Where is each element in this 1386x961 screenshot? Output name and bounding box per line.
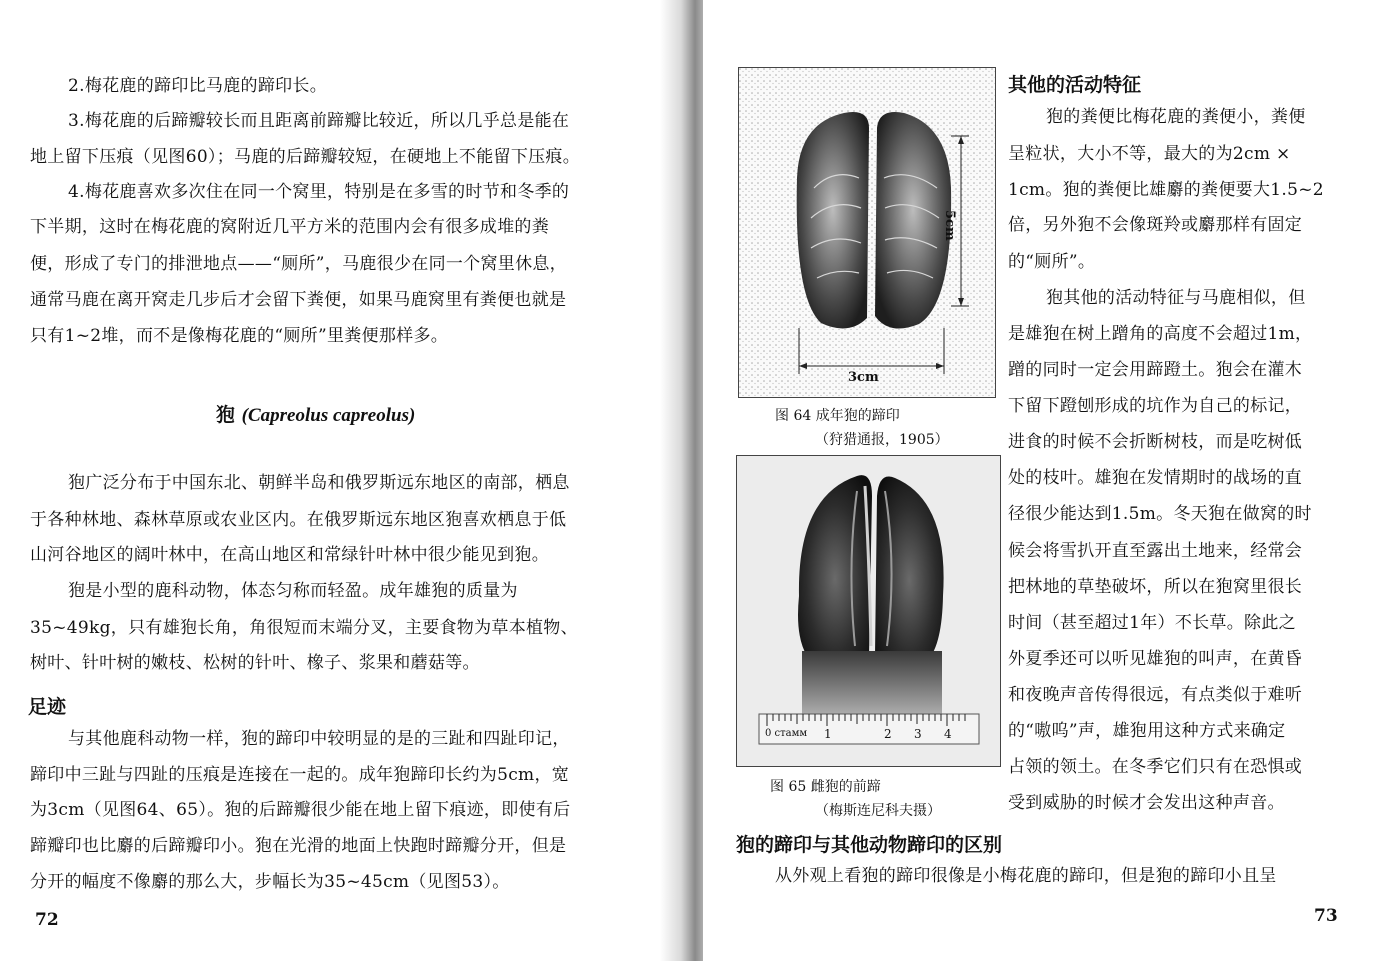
text-line: 通常马鹿在离开窝走几步后才会留下粪便，如果马鹿窝里有粪便也就是	[30, 290, 567, 310]
text-line: 把林地的草垫破坏，所以在狍窝里很长	[1008, 577, 1303, 597]
figure-65-photo	[736, 455, 1001, 767]
ruler-number: 3	[914, 727, 922, 741]
text-line: 蹭的同时一定会用蹄蹬土。狍会在灌木	[1008, 360, 1303, 380]
figure-65-caption: 图 65 雌狍的前蹄	[770, 779, 881, 795]
text-line: 的“厕所”。	[1008, 252, 1096, 272]
text-line: 外夏季还可以听见雄狍的叫声，在黄昏	[1008, 649, 1303, 669]
footprint-heading: 足迹	[28, 696, 67, 718]
ruler-number: 4	[944, 727, 952, 741]
text-line: 只有1~2堆，而不是像梅花鹿的“厕所”里粪便那样多。	[30, 326, 449, 346]
text-line: 径很少能达到1.5m。冬天狍在做窝的时	[1008, 504, 1312, 524]
text-line: 狍广泛分布于中国东北、朝鲜半岛和俄罗斯远东地区的南部，栖息	[68, 473, 570, 493]
species-name: 狍	[216, 404, 236, 426]
text-line: 处的枝叶。雄狍在发情期时的战场的直	[1008, 468, 1303, 488]
text-line: 占领的领土。在冬季它们只有在恐惧或	[1008, 757, 1303, 777]
text-line: 分开的幅度不像麝的那么大，步幅长为35~45cm（见图53）。	[30, 872, 510, 892]
text-line: 4.梅花鹿喜欢多次住在同一个窝里，特别是在多雪的时节和冬季的	[68, 182, 570, 202]
hoof-photo	[737, 456, 1000, 766]
text-line: 狍其他的活动特征与马鹿相似，但	[1046, 288, 1306, 308]
ruler-label: 0 cтамм	[765, 728, 808, 739]
text-line: 从外观上看狍的蹄印很像是小梅花鹿的蹄印，但是狍的蹄印小且呈	[775, 866, 1277, 886]
species-title	[216, 400, 415, 427]
text-line: 蹄印中三趾与四趾的压痕是连接在一起的。成年狍蹄印长约为5cm，宽	[30, 765, 570, 785]
text-line: 便，形成了专门的排泄地点——“厕所”，马鹿很少在同一个窝里休息，	[30, 254, 567, 274]
activity-heading: 其他的活动特征	[1008, 74, 1142, 96]
text-line: 35~49kg，只有雄狍长角，角很短而末端分叉，主要食物为草本植物、	[30, 618, 578, 638]
text-line: 倍，另外狍不会像斑羚或麝那样有固定	[1008, 215, 1303, 235]
ruler-number: 2	[884, 727, 892, 741]
page-number: 72	[35, 910, 59, 930]
difference-heading: 狍的蹄印与其他动物蹄印的区别	[736, 834, 1003, 856]
text-line: 蹄瓣印也比麝的后蹄瓣印小。狍在光滑的地面上快跑时蹄瓣分开，但是	[30, 836, 567, 856]
text-line: 3.梅花鹿的后蹄瓣较长而且距离前蹄瓣比较近，所以几乎总是能在	[68, 111, 570, 131]
figure-64-image	[738, 67, 996, 398]
text-line: 于各种林地、森林草原或农业区内。在俄罗斯远东地区狍喜欢栖息于低	[30, 510, 567, 530]
text-line: 狍是小型的鹿科动物，体态匀称而轻盈。成年雄狍的质量为	[68, 581, 518, 601]
text-line: 树叶、针叶树的嫩枝、松树的针叶、橡子、浆果和蘑菇等。	[30, 653, 480, 673]
text-line: 进食的时候不会折断树枝，而是吃树低	[1008, 432, 1303, 452]
text-line: 为3cm（见图64、65）。狍的后蹄瓣很少能在地上留下痕迹，即使有后	[30, 800, 571, 820]
dimension-5cm: 5cm	[942, 210, 957, 241]
text-line: 和夜晚声音传得很远，有点类似于难听	[1008, 685, 1303, 705]
text-line: 下半期，这时在梅花鹿的窝附近几平方米的范围内会有很多成堆的粪	[30, 217, 549, 237]
text-line: 1cm。狍的粪便比雄麝的粪便要大1.5~2	[1008, 180, 1324, 200]
dimension-3cm: 3cm	[848, 370, 879, 385]
text-line: 狍的粪便比梅花鹿的粪便小，粪便	[1046, 107, 1306, 127]
text-line: 山河谷地区的阔叶林中，在高山地区和常绿针叶林中很少能见到狍。	[30, 545, 549, 565]
species-latin: (Capreolus capreolus)	[241, 405, 416, 426]
text-line: 与其他鹿科动物一样，狍的蹄印中较明显的是的三趾和四趾印记，	[68, 729, 570, 749]
text-line: 时间（甚至超过1年）不长草。除此之	[1008, 613, 1296, 633]
text-line: 是雄狍在树上蹭角的高度不会超过1m，	[1008, 324, 1313, 344]
left-page	[0, 0, 685, 961]
text-line: 的“嗷呜”声，雄狍用这种方式来确定	[1008, 721, 1286, 741]
figure-64-source: （狩猎通报，1905）	[815, 432, 949, 448]
ruler-number: 1	[824, 727, 832, 741]
text-line: 受到威胁的时候才会发出这种声音。	[1008, 793, 1285, 813]
right-page	[703, 0, 1386, 961]
text-line: 呈粒状，大小不等，最大的为2cm ×	[1008, 144, 1291, 164]
page-number: 73	[1314, 906, 1338, 926]
text-line: 2.梅花鹿的蹄印比马鹿的蹄印长。	[68, 76, 328, 96]
figure-64-caption: 图 64 成年狍的蹄印	[775, 408, 900, 424]
text-line: 地上留下压痕（见图60）；马鹿的后蹄瓣较短，在硬地上不能留下压痕。	[30, 147, 581, 167]
figure-65-source: （梅斯连尼科夫摄）	[815, 803, 941, 819]
text-line: 下留下蹬刨形成的坑作为自己的标记，	[1008, 396, 1303, 416]
text-line: 候会将雪扒开直至露出土地来，经常会	[1008, 541, 1303, 561]
